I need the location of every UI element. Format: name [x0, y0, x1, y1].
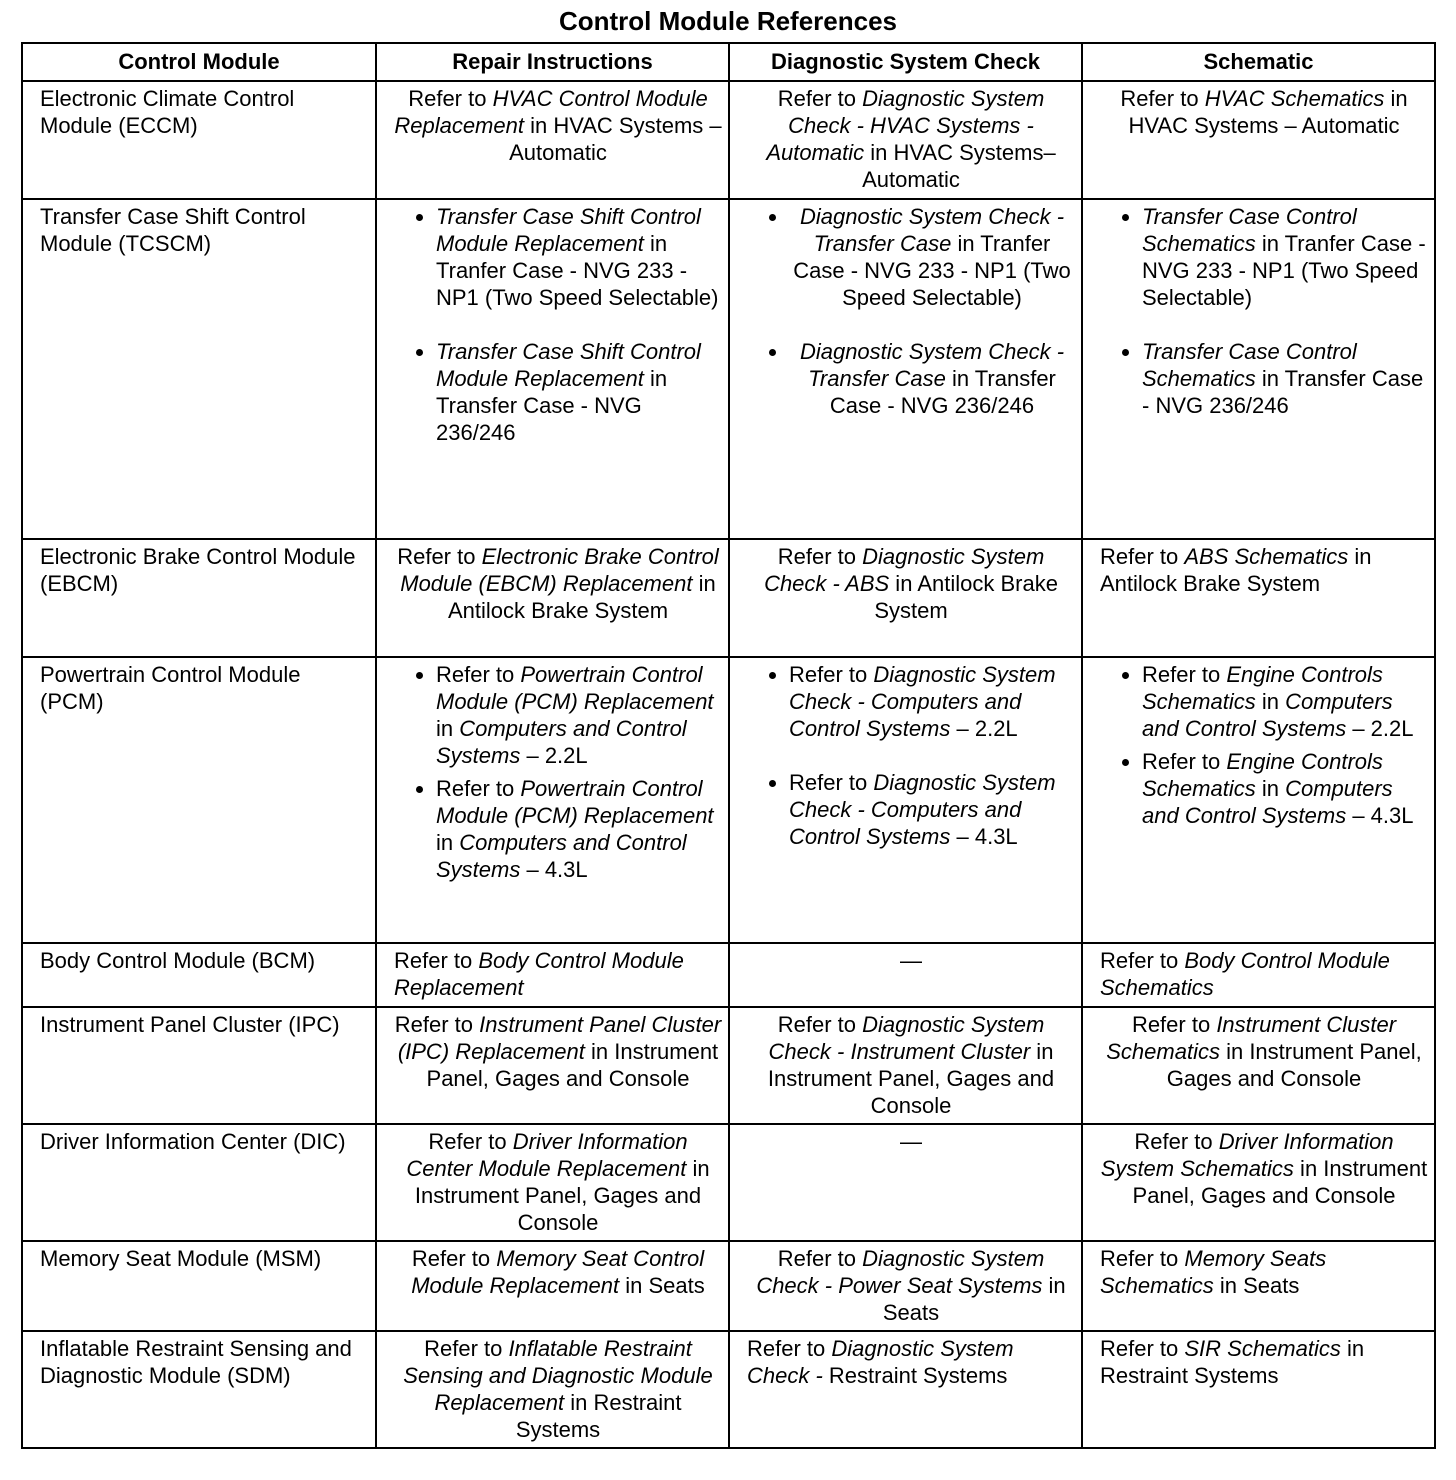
repair-cell: Refer to Instrument Panel Cluster (IPC) Replacement in Instrument Panel, Gages and Console — [376, 1007, 729, 1124]
repair-cell — [376, 657, 729, 943]
diagnostic-cell: — — [729, 943, 1082, 1007]
module-cell: Electronic Brake Control Module (EBCM) — [22, 539, 376, 657]
repair-cell: Refer to Body Control Module Replacement — [376, 943, 729, 1007]
table-row — [22, 1331, 1435, 1448]
header-repair-instructions: Repair Instructions — [376, 43, 729, 81]
schematic-cell — [1082, 657, 1435, 943]
table-row — [22, 199, 1435, 539]
repair-cell: Refer to Inflatable Restraint Sensing and Diagnostic Module Replacement in Restraint Systems — [376, 1331, 729, 1448]
diagnostic-cell — [729, 657, 1082, 943]
schematic-cell: Refer to Body Control Module Schematics — [1082, 943, 1435, 1007]
module-cell: Transfer Case Shift Control Module (TCSCM) — [22, 199, 376, 539]
list-item: • Refer to Diagnostic System Check - Computers and Control Systems – 4.3L — [789, 769, 1075, 850]
module-cell: Instrument Panel Cluster (IPC) — [22, 1007, 376, 1124]
repair-cell: Refer to Driver Information Center Module Replacement in Instrument Panel, Gages and Console — [376, 1124, 729, 1241]
table-row — [22, 1007, 1435, 1124]
table-row — [22, 1124, 1435, 1241]
module-cell: Powertrain Control Module (PCM) — [22, 657, 376, 943]
schematic-cell: Refer to Driver Information System Schematics in Instrument Panel, Gages and Console — [1082, 1124, 1435, 1241]
table-row — [22, 943, 1435, 1007]
module-cell: Electronic Climate Control Module (ECCM) — [22, 81, 376, 199]
schematic-cell — [1082, 199, 1435, 539]
header-schematic: Schematic — [1082, 43, 1435, 81]
diagnostic-cell: Refer to Diagnostic System Check - Instrument Cluster in Instrument Panel, Gages and Console — [729, 1007, 1082, 1124]
schematic-cell: Refer to Memory Seats Schematics in Seats — [1082, 1241, 1435, 1331]
diagnostic-cell: — — [729, 1124, 1082, 1241]
schematic-cell: Refer to HVAC Schematics in HVAC Systems – Automatic — [1082, 81, 1435, 199]
table-row — [22, 1241, 1435, 1331]
table-row — [22, 81, 1435, 199]
list-item: • Refer to Engine Controls Schematics in Computers and Control Systems – 4.3L — [1142, 748, 1428, 829]
list-item: • Transfer Case Control Schematics in Tranfer Case - NVG 233 - NP1 (Two Speed Selectable) — [1142, 203, 1428, 311]
diagnostic-cell: Refer to Diagnostic System Check - Restraint Systems — [729, 1331, 1082, 1448]
list-item: • Refer to Powertrain Control Module (PCM) Replacement in Computers and Control Systems – 2.2L — [436, 661, 722, 769]
header-control-module: Control Module — [22, 43, 376, 81]
list-item: • Refer to Diagnostic System Check - Computers and Control Systems – 2.2L — [789, 661, 1075, 742]
list-item: • Refer to Powertrain Control Module (PCM) Replacement in Computers and Control Systems – 4.3L — [436, 775, 722, 883]
header-row — [22, 43, 1435, 81]
control-module-references-table — [21, 42, 1436, 1449]
schematic-cell: Refer to ABS Schematics in Antilock Brake System — [1082, 539, 1435, 657]
repair-cell: Refer to HVAC Control Module Replacement in HVAC Systems – Automatic — [376, 81, 729, 199]
list-item: • Diagnostic System Check - Transfer Case in Transfer Case - NVG 236/246 — [789, 338, 1075, 419]
diagnostic-cell — [729, 199, 1082, 539]
module-cell: Body Control Module (BCM) — [22, 943, 376, 1007]
module-cell: Driver Information Center (DIC) — [22, 1124, 376, 1241]
module-cell: Inflatable Restraint Sensing and Diagnostic Module (SDM) — [22, 1331, 376, 1448]
repair-cell: Refer to Memory Seat Control Module Replacement in Seats — [376, 1241, 729, 1331]
table-row — [22, 657, 1435, 943]
list-item: • Transfer Case Shift Control Module Replacement in Transfer Case - NVG 236/246 — [436, 338, 722, 446]
repair-cell: Refer to Electronic Brake Control Module (EBCM) Replacement in Antilock Brake System — [376, 539, 729, 657]
list-item: • Diagnostic System Check - Transfer Case in Tranfer Case - NVG 233 - NP1 (Two Speed Selectable) — [789, 203, 1075, 311]
schematic-cell: Refer to Instrument Cluster Schematics in Instrument Panel, Gages and Console — [1082, 1007, 1435, 1124]
diagnostic-cell: Refer to Diagnostic System Check - ABS in Antilock Brake System — [729, 539, 1082, 657]
list-item: • Refer to Engine Controls Schematics in Computers and Control Systems – 2.2L — [1142, 661, 1428, 742]
list-item: • Transfer Case Shift Control Module Replacement in Tranfer Case - NVG 233 - NP1 (Two Speed Selectable) — [436, 203, 722, 311]
table-row — [22, 539, 1435, 657]
header-diagnostic-system-check: Diagnostic System Check — [729, 43, 1082, 81]
module-cell: Memory Seat Module (MSM) — [22, 1241, 376, 1331]
diagnostic-cell: Refer to Diagnostic System Check - Power Seat Systems in Seats — [729, 1241, 1082, 1331]
schematic-cell: Refer to SIR Schematics in Restraint Systems — [1082, 1331, 1435, 1448]
diagnostic-cell: Refer to Diagnostic System Check - HVAC Systems - Automatic in HVAC Systems– Automatic — [729, 81, 1082, 199]
repair-cell — [376, 199, 729, 539]
page-title: Control Module References — [558, 6, 898, 36]
list-item: • Transfer Case Control Schematics in Transfer Case - NVG 236/246 — [1142, 338, 1428, 419]
